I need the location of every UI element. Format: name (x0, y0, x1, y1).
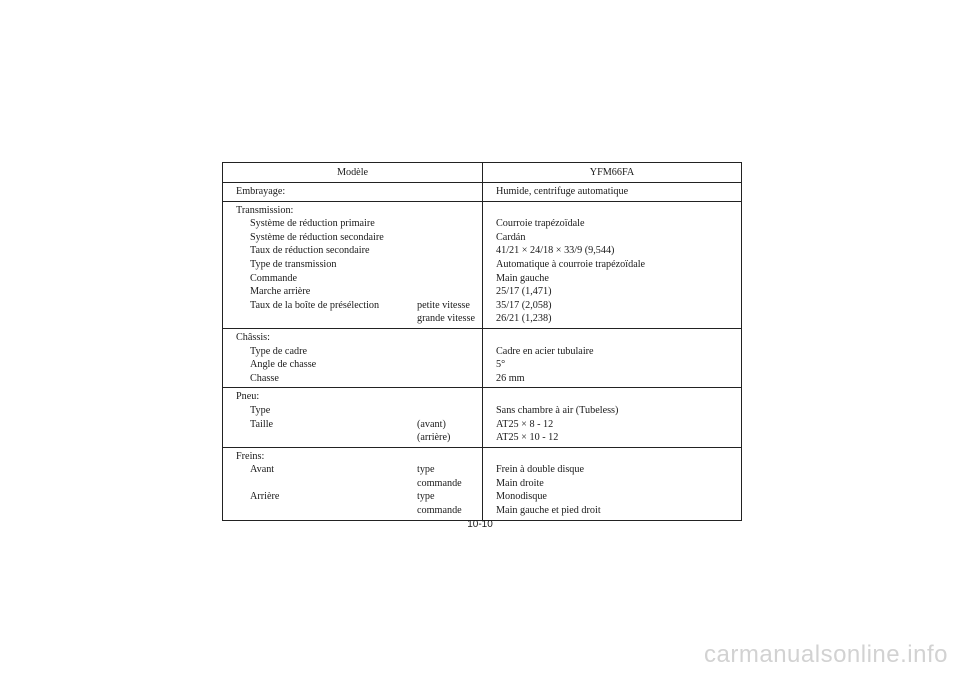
row-value: Courroie trapézoïdale (496, 218, 585, 230)
row-label: Châssis: (236, 331, 270, 343)
header-model-value: YFM66FA (589, 167, 635, 178)
row-value: Humide, centrifuge automatique (496, 186, 629, 197)
row-sublabel: petite vitesse (417, 299, 470, 311)
row-label: Freins: (236, 450, 265, 462)
row-value: 26/21 (1,238) (496, 313, 552, 325)
table-row (223, 204, 741, 218)
table-section (223, 448, 741, 520)
table-section (223, 329, 741, 388)
row-value: Main gauche et pied droit (496, 505, 601, 517)
row-value: Main droite (496, 477, 544, 489)
row-label: Arrière (250, 491, 280, 503)
table-row (223, 244, 741, 258)
table-row (223, 217, 741, 231)
table-row (223, 285, 741, 299)
table-body (223, 183, 741, 520)
table-row (223, 418, 741, 432)
row-sublabel: (arrière) (417, 432, 451, 444)
table-row (223, 312, 741, 326)
spec-table (222, 162, 742, 521)
header-model-label: Modèle (223, 163, 483, 182)
row-label: Système de réduction secondaire (250, 231, 384, 243)
row-label: Transmission: (236, 204, 294, 216)
row-label: Système de réduction primaire (250, 218, 375, 230)
table-row (223, 231, 741, 245)
table-row (223, 372, 741, 386)
row-label: Commande (250, 272, 297, 284)
row-label: Taux de réduction secondaire (250, 245, 370, 257)
table-row (223, 185, 741, 199)
table-row (223, 299, 741, 313)
row-label: Chasse (250, 372, 279, 384)
row-sublabel: grande vitesse (417, 313, 475, 325)
table-row (223, 463, 741, 477)
row-value: AT25 × 10 - 12 (496, 432, 559, 444)
row-value: Cadre en acier tubulaire (496, 345, 594, 357)
row-sublabel: commande (417, 477, 462, 489)
table-row (223, 404, 741, 418)
row-label: Type de cadre (250, 345, 307, 357)
table-row (223, 504, 741, 518)
row-value: 25/17 (1,471) (496, 286, 552, 298)
table-row (223, 431, 741, 445)
row-value: AT25 × 8 - 12 (496, 418, 554, 430)
row-sublabel: (avant) (417, 418, 446, 430)
row-value: 35/17 (2,058) (496, 299, 552, 311)
table-header (223, 163, 741, 183)
table-row (223, 345, 741, 359)
table-row (223, 450, 741, 464)
table-section (223, 202, 741, 329)
row-value: Main gauche (496, 272, 549, 284)
row-value: 41/21 × 24/18 × 33/9 (9,544) (496, 245, 615, 257)
table-row (223, 358, 741, 372)
row-sublabel: type (417, 464, 435, 476)
row-label: Taux de la boîte de présélection (250, 299, 380, 311)
row-label: Angle de chasse (250, 359, 317, 371)
row-label: Type de transmission (250, 258, 337, 270)
table-row (223, 272, 741, 286)
row-value: 26 mm (496, 372, 525, 384)
row-value: Automatique à courroie trapézoïdale (496, 258, 646, 270)
table-section (223, 388, 741, 447)
row-label: Avant (250, 464, 275, 476)
row-value: Monodisque (496, 491, 547, 503)
row-value: Sans chambre à air (Tubeless) (496, 404, 619, 416)
row-value: 5° (496, 359, 506, 371)
row-sublabel: type (417, 491, 435, 503)
row-sublabel: commande (417, 505, 462, 517)
table-row (223, 390, 741, 404)
table-row (223, 331, 741, 345)
table-section (223, 183, 741, 202)
row-label: Type (250, 404, 271, 416)
row-label: Pneu: (236, 391, 260, 403)
watermark: carmanualsonline.info (704, 641, 948, 668)
row-label: Taille (250, 418, 274, 430)
table-row (223, 477, 741, 491)
table-row (223, 258, 741, 272)
row-value: Cardán (496, 231, 526, 243)
row-value: Frein à double disque (496, 464, 584, 476)
row-label: Embrayage: (236, 186, 286, 197)
table-row (223, 490, 741, 504)
row-label: Marche arrière (250, 286, 311, 298)
page-number: 10-10 (467, 519, 493, 530)
